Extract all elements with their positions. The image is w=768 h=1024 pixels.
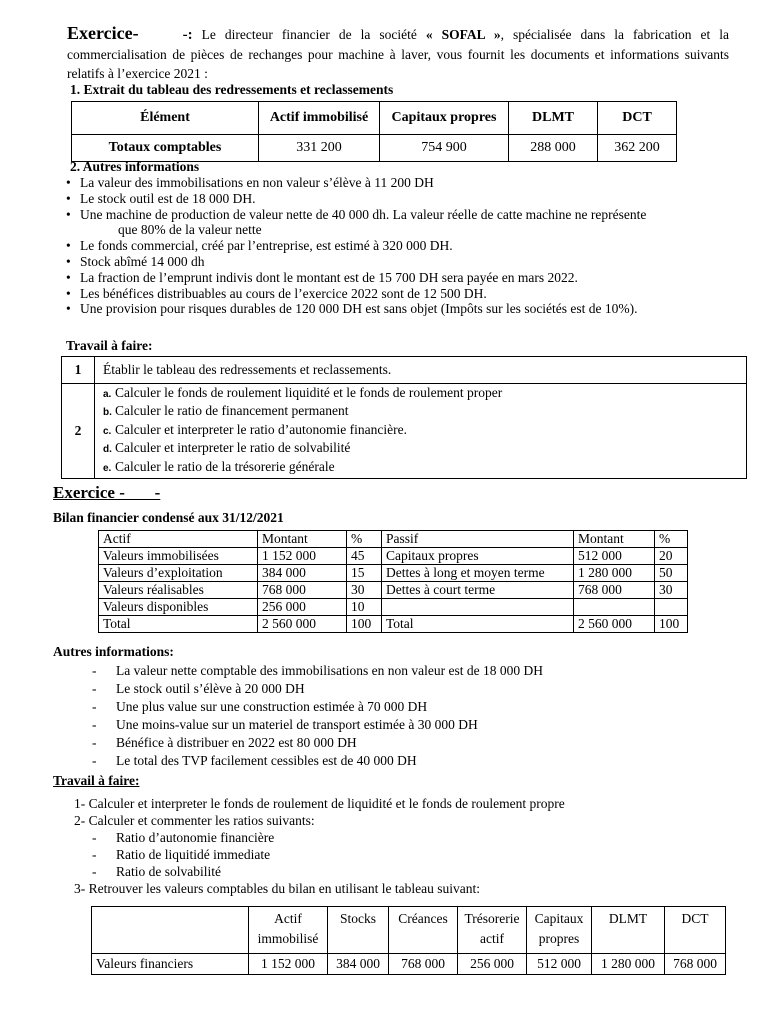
table-cell: 1 280 000 (592, 954, 665, 975)
table-cell: 768 000 (574, 582, 655, 599)
task-subitem (103, 385, 745, 403)
subitem-letter: d. (103, 444, 112, 456)
task-text: Établir le tableau des redressements et reclassements. (95, 357, 747, 384)
autres-list (92, 662, 543, 770)
subitem-text: Calculer le ratio de la trésorerie générale (115, 458, 335, 474)
table-row (99, 548, 688, 565)
travail-title-2: Travail à faire: (53, 773, 140, 788)
task-subitem (103, 459, 745, 477)
company-name: « SOFAL » (425, 27, 501, 42)
table-header: Capitaux propres (527, 907, 592, 954)
tasks-table (61, 356, 747, 479)
list-item: - Une plus value sur une construction estimée à 70 000 DH (92, 698, 543, 716)
list-item-text: Le fonds commercial, créé par l’entreprise, est estimé à 320 000 DH. (80, 238, 453, 254)
ratio-text: Ratio de liquitidé immediate (116, 847, 271, 862)
subitem-text: Calculer le ratio de financement permanent (115, 403, 349, 419)
table-cell: 512 000 (574, 548, 655, 565)
bilan-title: Bilan financier condensé aux 31/12/2021 (53, 510, 284, 525)
table-header: DCT (665, 907, 726, 954)
table-cell: 768 000 (665, 954, 726, 975)
list-item (66, 207, 726, 239)
table-cell: Valeurs financiers (92, 954, 249, 975)
table-header: DLMT (509, 102, 598, 135)
table-header: Actif (99, 531, 258, 548)
table-cell: 20 (655, 548, 688, 565)
list-item-text: Stock abîmé 14 000 dh (80, 253, 205, 269)
table-cell: 362 200 (598, 135, 677, 162)
table-cell: Totaux comptables (72, 135, 259, 162)
table-cell: Valeurs réalisables (99, 582, 258, 599)
table-cell: 754 900 (380, 135, 509, 162)
table-header: Trésorerie actif (458, 907, 527, 954)
list-item-text: La fraction de l’emprunt indivis dont le montant est de 15 700 DH sera payée en mars 2022. (80, 269, 578, 285)
list-item (66, 175, 726, 191)
table-cell: 45 (347, 548, 382, 565)
table-cell: 1 152 000 (249, 954, 328, 975)
table-cell: 30 (347, 582, 382, 599)
exercise1-title: Exercice- (67, 23, 139, 43)
table-cell (655, 599, 688, 616)
intro-before: Le directeur financier de la société (192, 27, 426, 42)
task-line: 1- Calculer et interpreter le fonds de roulement de liquidité et le fonds de roulement propre (74, 796, 565, 811)
list-item (66, 238, 726, 254)
table-header: % (655, 531, 688, 548)
table-cell: 384 000 (258, 565, 347, 582)
list-item-text: que 80% de la valeur nette (118, 222, 262, 238)
table-row (99, 565, 688, 582)
table-cell: 100 (347, 616, 382, 633)
list-item-text: Le stock outil est de 18 000 DH. (80, 190, 256, 206)
subitem-letter: e. (103, 462, 112, 474)
subitem-text: Calculer et interpreter le ratio de solvabilité (115, 440, 351, 456)
table-cell: Total (382, 616, 574, 633)
table-cell: 512 000 (527, 954, 592, 975)
table-header: DLMT (592, 907, 665, 954)
table-cell: 768 000 (258, 582, 347, 599)
table-header: Montant (574, 531, 655, 548)
section2-title: 2. Autres informations (70, 159, 200, 174)
ratio-text: Ratio d’autonomie financière (116, 830, 275, 845)
table-row (99, 616, 688, 633)
subitem-letter: c. (103, 425, 112, 437)
table-header: % (347, 531, 382, 548)
list-item: - La valeur nette comptable des immobilisations en non valeur est de 18 000 DH (92, 662, 543, 680)
table-cell: 1 152 000 (258, 548, 347, 565)
list-item: - Une moins-value sur un materiel de transport estimée à 30 000 DH (92, 716, 543, 734)
table-cell: 15 (347, 565, 382, 582)
table-cell: 768 000 (389, 954, 458, 975)
list-item: - Bénéfice à distribuer en 2022 est 80 000 DH (92, 734, 543, 752)
task-subitem (103, 422, 745, 440)
task-line: 3- Retrouver les valeurs comptables du bilan en utilisant le tableau suivant: (74, 881, 481, 896)
list-item-text: Une machine de production de valeur nette de 40 000 dh. La valeur réelle de catte machine ne représente (80, 206, 647, 222)
list-item: - Le total des TVP facilement cessibles est de 40 000 DH (92, 752, 543, 770)
list-item: - Le stock outil s’élève à 20 000 DH (92, 680, 543, 698)
list-item-text: Une provision pour risques durables de 120 000 DH est sans objet (Impôts sur les sociétés est de 10%). (80, 301, 638, 317)
table-cell: Dettes à long et moyen terme (382, 565, 574, 582)
ratio-item: - Ratio d’autonomie financière (92, 830, 275, 845)
ratio-item: - Ratio de solvabilité (92, 864, 221, 879)
table-cell: 10 (347, 599, 382, 616)
table-header: Montant (258, 531, 347, 548)
table-cell: 30 (655, 582, 688, 599)
task-subitem (103, 403, 745, 421)
list-item (66, 191, 726, 207)
list-item-text: Les bénéfices distribuables au cours de l’exercice 2022 sont de 12 500 DH. (80, 285, 487, 301)
table-cell: 331 200 (259, 135, 380, 162)
subitem-text: Calculer le fonds de roulement liquidité et le fonds de roulement proper (115, 385, 503, 400)
subitem-letter: a. (103, 389, 112, 400)
table-header (92, 907, 249, 954)
list-item (66, 254, 726, 270)
table-cell: 256 000 (458, 954, 527, 975)
ratio-item: - Ratio de liquitidé immediate (92, 847, 271, 862)
table-header: Élément (72, 102, 259, 135)
table-header: Créances (389, 907, 458, 954)
table-header: Stocks (328, 907, 389, 954)
bilan-table (98, 530, 688, 633)
table-cell: Dettes à court terme (382, 582, 574, 599)
exercise2-tasks (74, 795, 565, 897)
table-cell: 50 (655, 565, 688, 582)
table-cell: Valeurs immobilisées (99, 548, 258, 565)
table-cell (382, 599, 574, 616)
list-item (66, 286, 726, 302)
list-item (66, 301, 726, 317)
table-cell: 100 (655, 616, 688, 633)
subitem-letter: b. (103, 407, 112, 419)
table-cell: 256 000 (258, 599, 347, 616)
list-item (66, 270, 726, 286)
table-header: Actif immobilisé (259, 102, 380, 135)
section1-title: 1. Extrait du tableau des redressements et reclassements (70, 82, 394, 97)
table-cell (574, 599, 655, 616)
exercise1-title-sep: -: (182, 27, 193, 43)
table-row (99, 599, 688, 616)
list-item-text: La valeur des immobilisations en non valeur s’élève à 11 200 DH (80, 175, 434, 190)
task-subitem (103, 440, 745, 458)
redressements-table (71, 101, 677, 162)
travail-title-1: Travail à faire: (66, 338, 153, 353)
task-number: 2 (62, 384, 95, 479)
table-row (99, 582, 688, 599)
table-cell: 2 560 000 (258, 616, 347, 633)
table-cell: 384 000 (328, 954, 389, 975)
task-line: 2- Calculer et commenter les ratios suivants: (74, 813, 315, 828)
table-header: Capitaux propres (380, 102, 509, 135)
table-cell: 288 000 (509, 135, 598, 162)
table-cell: Capitaux propres (382, 548, 574, 565)
valeurs-table (91, 906, 726, 975)
table-cell: 2 560 000 (574, 616, 655, 633)
table-cell: Total (99, 616, 258, 633)
table-cell: Valeurs disponibles (99, 599, 258, 616)
table-header: DCT (598, 102, 677, 135)
ratio-text: Ratio de solvabilité (116, 864, 221, 879)
table-cell: Valeurs d’exploitation (99, 565, 258, 582)
autres-title: Autres informations: (53, 644, 174, 659)
info-list (66, 175, 726, 317)
task-number: 1 (62, 357, 95, 384)
task-subitems (95, 384, 747, 479)
exercise1-intro (67, 24, 729, 83)
subitem-text: Calculer et interpreter le ratio d’autonomie financière. (115, 421, 407, 437)
exercise2-title: Exercice - - (53, 483, 161, 502)
table-header: Passif (382, 531, 574, 548)
table-cell: 1 280 000 (574, 565, 655, 582)
table-header: Actif immobilisé (249, 907, 328, 954)
intro-after: , spécialisée dans la fabrication et la commercialisation de pièces de rechanges pour machine à laver, vous fournit les documents et informations suivants relatifs à l’exercice 2021 : (67, 27, 729, 81)
